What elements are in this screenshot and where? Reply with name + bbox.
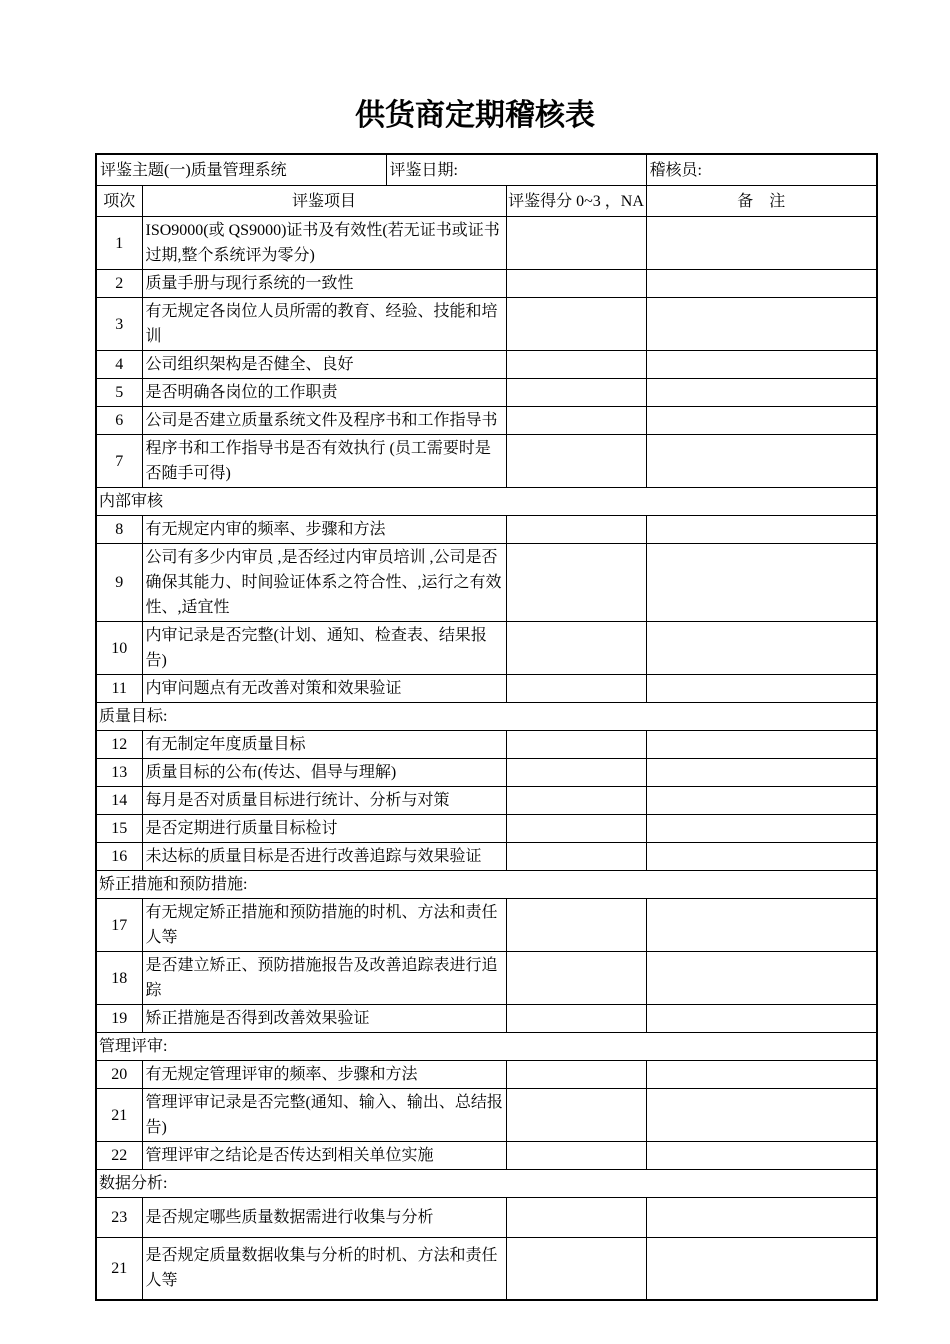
topic-cell: 评鉴主题(一)质量管理系统 [96,154,386,186]
score-cell[interactable] [506,217,646,270]
table-row [96,1089,877,1142]
item-text: 是否定期进行质量目标检讨 [142,815,506,843]
column-header-row [96,186,877,217]
table-row [96,815,877,843]
item-text: 公司组织架构是否健全、良好 [142,351,506,379]
remark-cell[interactable] [646,1238,877,1300]
table-row [96,759,877,787]
score-cell[interactable] [506,731,646,759]
item-number: 22 [96,1142,142,1170]
item-number: 20 [96,1061,142,1089]
score-cell[interactable] [506,787,646,815]
section-label: 内部审核 [96,488,877,516]
score-cell[interactable] [506,516,646,544]
remark-cell[interactable] [646,516,877,544]
remark-cell[interactable] [646,1005,877,1033]
item-number: 8 [96,516,142,544]
item-number: 2 [96,270,142,298]
table-row [96,435,877,488]
remark-cell[interactable] [646,952,877,1005]
item-number: 9 [96,544,142,622]
remark-cell[interactable] [646,1061,877,1089]
table-row [96,270,877,298]
remark-cell[interactable] [646,351,877,379]
score-cell[interactable] [506,544,646,622]
item-text: 质量目标的公布(传达、倡导与理解) [142,759,506,787]
remark-cell[interactable] [646,407,877,435]
item-number: 10 [96,622,142,675]
table-row [96,731,877,759]
score-cell[interactable] [506,270,646,298]
table-row [96,899,877,952]
score-cell[interactable] [506,1061,646,1089]
score-cell[interactable] [506,899,646,952]
meta-row [96,154,877,186]
remark-cell[interactable] [646,815,877,843]
score-cell[interactable] [506,843,646,871]
item-text: 是否规定质量数据收集与分析的时机、方法和责任人等 [142,1238,506,1300]
item-number: 3 [96,298,142,351]
remark-cell[interactable] [646,1198,877,1238]
column-header-index: 项次 [96,186,142,217]
score-cell[interactable] [506,1089,646,1142]
item-text: 矫正措施是否得到改善效果验证 [142,1005,506,1033]
page-title: 供货商定期稽核表 [355,99,595,132]
table-row [96,1142,877,1170]
date-label: 评鉴日期: [389,161,458,179]
table-row [96,952,877,1005]
table-row [96,787,877,815]
remark-cell[interactable] [646,379,877,407]
table-row [96,516,877,544]
item-text: ISO9000(或 QS9000)证书及有效性(若无证书或证书过期,整个系统评为零分) [142,217,506,270]
table-row [96,217,877,270]
table-row [96,544,877,622]
section-row [96,703,877,731]
remark-cell[interactable] [646,544,877,622]
table-header [96,154,877,217]
item-text: 内审问题点有无改善对策和效果验证 [142,675,506,703]
remark-cell[interactable] [646,435,877,488]
section-label: 数据分析: [96,1170,877,1198]
item-text: 质量手册与现行系统的一致性 [142,270,506,298]
item-text: 有无规定矫正措施和预防措施的时机、方法和责任人等 [142,899,506,952]
column-header-remark: 备 注 [646,186,877,217]
item-number: 23 [96,1198,142,1238]
item-number: 18 [96,952,142,1005]
item-text: 是否建立矫正、预防措施报告及改善追踪表进行追踪 [142,952,506,1005]
score-cell[interactable] [506,952,646,1005]
remark-cell[interactable] [646,787,877,815]
remark-cell[interactable] [646,1089,877,1142]
item-text: 有无规定管理评审的频率、步骤和方法 [142,1061,506,1089]
item-number: 1 [96,217,142,270]
table-row [96,351,877,379]
section-label: 矫正措施和预防措施: [96,871,877,899]
section-label: 管理评审: [96,1033,877,1061]
score-cell[interactable] [506,815,646,843]
score-cell[interactable] [506,759,646,787]
score-cell[interactable] [506,1238,646,1300]
item-text: 管理评审记录是否完整(通知、输入、输出、总结报告) [142,1089,506,1142]
remark-cell[interactable] [646,759,877,787]
score-cell[interactable] [506,351,646,379]
item-number: 4 [96,351,142,379]
score-cell[interactable] [506,407,646,435]
score-cell[interactable] [506,298,646,351]
audit-table [95,153,878,1301]
table-row [96,843,877,871]
item-number: 21 [96,1089,142,1142]
item-text: 管理评审之结论是否传达到相关单位实施 [142,1142,506,1170]
auditor-label: 稽核员: [649,161,702,179]
table-row [96,1198,877,1238]
score-cell[interactable] [506,1198,646,1238]
section-label: 质量目标: [96,703,877,731]
remark-cell[interactable] [646,843,877,871]
item-number: 16 [96,843,142,871]
item-text: 有无规定内审的频率、步骤和方法 [142,516,506,544]
table-row [96,675,877,703]
remark-cell[interactable] [646,1142,877,1170]
score-cell[interactable] [506,1142,646,1170]
section-row [96,871,877,899]
item-text: 有无制定年度质量目标 [142,731,506,759]
item-text: 是否明确各岗位的工作职责 [142,379,506,407]
table-body [96,217,877,1300]
item-number: 12 [96,731,142,759]
remark-cell[interactable] [646,675,877,703]
table-row [96,1005,877,1033]
item-number: 7 [96,435,142,488]
date-cell[interactable] [386,154,646,186]
remark-cell[interactable] [646,899,877,952]
item-text: 公司是否建立质量系统文件及程序书和工作指导书 [142,407,506,435]
score-cell[interactable] [506,622,646,675]
table-row [96,622,877,675]
score-cell[interactable] [506,1005,646,1033]
table-row [96,1061,877,1089]
remark-cell[interactable] [646,270,877,298]
item-text: 未达标的质量目标是否进行改善追踪与效果验证 [142,843,506,871]
score-cell[interactable] [506,435,646,488]
item-number: 5 [96,379,142,407]
table-row [96,379,877,407]
score-cell[interactable] [506,379,646,407]
auditor-cell[interactable] [646,154,877,186]
table-row [96,407,877,435]
item-text: 内审记录是否完整(计划、通知、检查表、结果报告) [142,622,506,675]
item-text: 程序书和工作指导书是否有效执行 (员工需要时是否随手可得) [142,435,506,488]
item-number: 15 [96,815,142,843]
table-row [96,298,877,351]
table-row [96,1238,877,1300]
item-text: 是否规定哪些质量数据需进行收集与分析 [142,1198,506,1238]
column-header-item: 评鉴项目 [142,186,506,217]
item-number: 19 [96,1005,142,1033]
item-number: 13 [96,759,142,787]
column-header-score: 评鉴得分 0~3 ，NA [506,186,646,217]
remark-cell[interactable] [646,298,877,351]
remark-cell[interactable] [646,622,877,675]
remark-cell[interactable] [646,217,877,270]
item-number: 14 [96,787,142,815]
item-text: 每月是否对质量目标进行统计、分析与对策 [142,787,506,815]
section-row [96,1033,877,1061]
item-number: 21 [96,1238,142,1300]
item-number: 11 [96,675,142,703]
item-number: 6 [96,407,142,435]
score-cell[interactable] [506,675,646,703]
item-number: 17 [96,899,142,952]
section-row [96,488,877,516]
section-row [96,1170,877,1198]
item-text: 公司有多少内审员 ,是否经过内审员培训 ,公司是否确保其能力、时间验证体系之符合性、,运行之有效性、,适宜性 [142,544,506,622]
table-wrapper [95,153,950,1301]
item-text: 有无规定各岗位人员所需的教育、经验、技能和培训 [142,298,506,351]
remark-cell[interactable] [646,731,877,759]
